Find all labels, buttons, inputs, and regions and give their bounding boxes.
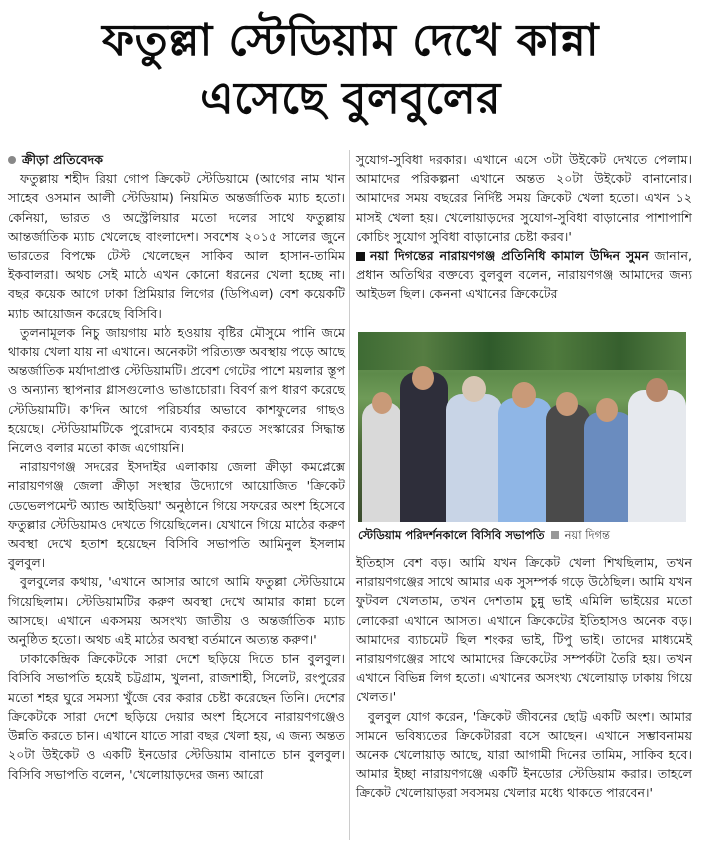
paragraph: বুলবুলের কথায়, 'এখানে আসার আগে আমি ফতুল্লা স্টেডিয়ামে গিয়েছিলাম। স্টেডিয়ামটির করুণ অবস্থা দেখে আমার কান্না চলে আসছে। এখানে একসময় অসংখ্য জাতীয় ও অন্তর্জাতিক ম্যাচ অনুষ্ঠিত হতো। অথচ এই মাঠের অবস্থা বর্তমানে অত্যন্ত করুণ।' <box>8 574 345 648</box>
headline <box>0 12 701 128</box>
left-column <box>8 150 345 784</box>
right-column-top <box>356 150 692 304</box>
headline-line-2: এসেছে বুলবুলের <box>200 73 501 124</box>
caption-text: স্টেডিয়াম পরিদর্শনকালে বিসিবি সভাপতি <box>358 528 545 542</box>
headline-line-1: ফতুল্লা স্টেডিয়াম দেখে কান্না <box>101 15 600 66</box>
byline-bullet-icon <box>8 156 16 164</box>
photo-head <box>556 392 578 416</box>
paragraph: বুলবুল যোগ করেন, 'ক্রিকেট জীবনের ছোট্ট একটি অংশ। আমার সামনে ভবিষ্যতের ক্রিকেটাররা বসে আছেন। এখানে সম্ভাবনাময় অনেক খেলোয়াড় আছে, যারা আগামী দিনের তামিম, সাকিব হবে। আমার ইচ্ছা নারায়ণগঞ্জে একটি ইনডোর স্টেডিয়াম করার। তাহলে ক্রিকেট খেলোয়াড়রা সবসময় খেলার মধ্যে থাকতে পারবেন।' <box>356 708 692 801</box>
paragraph: সুযোগ-সুবিধা দরকার। এখানে এসে ৩টা উইকেট দেখতে পেলাম। আমাদের পরিকল্পনা এখানে অন্তত ২০টা উইকেট বানানোর। আমাদের সময় বছরের নির্দিষ্ট সময় ক্রিকেট খেলা হতো। এখন ১২ মাসই খেলা হয়। খেলোয়াড়দের সুযোগ-সুবিধা বাড়ানোর পাশাপাশি কোচিং সুযোগ সুবিধা বাড়ানোর চেষ্টা করব।' <box>356 152 692 244</box>
news-photo <box>358 332 686 522</box>
paragraph: ঢাকাকেন্দ্রিক ক্রিকেটকে সারা দেশে ছড়িয়ে দিতে চান বুলবুল। বিসিবি সভাপতি হয়েই চট্টগ্রাম, খুলনা, রাজশাহী, সিলেট, রংপুরের মতো শহর ঘুরে সমস্যা খুঁজে বের করার চেষ্টা করেছেন তিনি। দেশের ক্রিকেটকে সারা দেশে ছড়িয়ে দেয়ার অংশ হিসেবে নারায়ণগঞ্জেও উন্নতি করতে চান। এখানে যাতে সারা বছর খেলা হয়, এ জন্য অন্তত ২০টা উইকেট ও একটি ইনডোর স্টেডিয়াম বানাতে চান বুলবুল। বিসিবি সভাপতি বলেন, 'খেলোয়াড়দের জন্য আরো <box>8 651 345 782</box>
photo-person <box>400 372 448 522</box>
square-bullet-icon <box>356 252 365 261</box>
photo-head <box>646 378 668 402</box>
column-divider <box>349 150 350 840</box>
photo-person <box>584 412 634 522</box>
photo-trees <box>358 332 686 370</box>
photo-head <box>462 376 486 402</box>
reporter-line: নয়া দিগন্তের নারায়ণগঞ্জ প্রতিনিধি কামাল উদ্দিন সুমন <box>370 248 649 264</box>
photo-person <box>498 398 552 522</box>
paragraph: তুলনামূলক নিচু জায়গায় মাঠ হওয়ায় বৃষ্টির মৌসুমে পানি জমে থাকায় খেলা যায় না এখানে। অনেকটা পরিত্যক্ত অবস্থায় পড়ে আছে অন্তর্জাতিক মর্যাদাপ্রাপ্ত স্টেডিয়ামটি। প্রবেশ গেটের পাশে ময়লার স্তূপ ও অন্যান্য স্থাপনার গ্লাসগুলোও ভাঙাচোরা। বিবর্ণ রূপ ধারণ করেছে স্টেডিয়ামটি। ক'দিন আগে পরিচর্যার অভাবে কাশফুলের গাছও হয়েছে। স্টেডিয়ামটিকে পুরোদমে ব্যবহার করতে সংস্কারের সিদ্ধান্ত নিলেও বলার মতো কাজ এগোয়নি। <box>8 324 345 456</box>
photo-head <box>512 382 536 408</box>
photo-person <box>362 402 402 522</box>
paragraph: ফতুল্লায় শহীদ রিয়া গোপ ক্রিকেট স্টেডিয়ামে (আগের নাম খান সাহেব ওসমান আলী স্টেডিয়াম) নিয়মিত অন্তর্জাতিক ম্যাচ হতো। কেনিয়া, ভারত ও অস্ট্রেলিয়ার মতো দলের সাথে ফতুল্লায় আন্তর্জাতিক ম্যাচ খেলেছে বাংলাদেশ। সবশেষ ২০১৫ সালের জুনে ভারতের বিপক্ষে টেস্ট খেলেছেন সাকিব আল হাসান-তামিম ইকবালরা। অথচ সেই মাঠে এখন কোনো ধরনের খেলা হচ্ছে না। বছর কয়েক আগে ঢাকা প্রিমিয়ার লিগের (ডিপিএল) বেশ কয়েকটি ম্যাচ আয়োজন করেছে বিসিবি। <box>8 171 345 321</box>
photo-head <box>372 392 392 414</box>
caption-source: নয়া দিগন্ত <box>564 528 610 542</box>
photo-caption <box>358 527 688 543</box>
reporter-text: জানান, প্রধান অতিথির বক্তব্যে বুলবুল বলেন, নারায়ণগঞ্জ আমাদের জন্য আইডল ছিল। কেননা এখানের ক্রিকেটের <box>356 248 692 302</box>
photo-head <box>596 398 618 422</box>
caption-separator-icon <box>551 531 559 539</box>
byline-text: ক্রীড়া প্রতিবেদক <box>22 152 104 167</box>
reporter-paragraph <box>356 246 692 304</box>
byline <box>8 150 345 169</box>
right-column-bottom <box>356 553 692 803</box>
paragraph: নারায়ণগঞ্জ সদরের ইসদাইর এলাকায় জেলা ক্রীড়া কমপ্লেক্সে নারায়ণগঞ্জ জেলা ক্রীড়া সংস্থার উদ্যোগে আয়োজিত 'ক্রিকেট ডেভেলপমেন্ট অ্যান্ড আইডিয়া' অনুষ্ঠানে গিয়ে সফরের অংশ হিসেবে ফতুল্লার স্টেডিয়ামও দেখতে গিয়েছিলেন। যেখানে গিয়ে মাঠের করুণ অবস্থা দেখে হতাশ হয়েছেন বিসিবি সভাপতি আমিনুল ইসলাম বুলবুল। <box>8 459 345 571</box>
photo-person <box>628 390 686 522</box>
photo-person <box>446 394 502 522</box>
paragraph: ইতিহাস বেশ বড়। আমি যখন ক্রিকেট খেলা শিখছিলাম, তখন নারায়ণগঞ্জের সাথে আমার এক সুসম্পর্ক গড়ে উঠেছিল। আমি যখন ফুটবল খেলতাম, তখন দেশতাম চুন্নু ভাই এমিলি ভাইয়ের মতো লোকেরা এখানে আসত। এখানে ক্রিকেটের ইতিহাসও অনেক বড়। আমাদের ব্যাচমেট ছিল শংকর ভাই, টিপু ভাই। তাদের মাধ্যমেই নারায়ণগঞ্জের সাথে আমাদের ক্রিকেটের সম্পর্কটা তৈরি হয়। তখন এখানে বিভিন্ন লিগ হতো। এখানের অসংখ্য খেলোয়াড় ঢাকায় গিয়ে খেলত।' <box>356 555 692 705</box>
photo-head <box>412 366 434 390</box>
